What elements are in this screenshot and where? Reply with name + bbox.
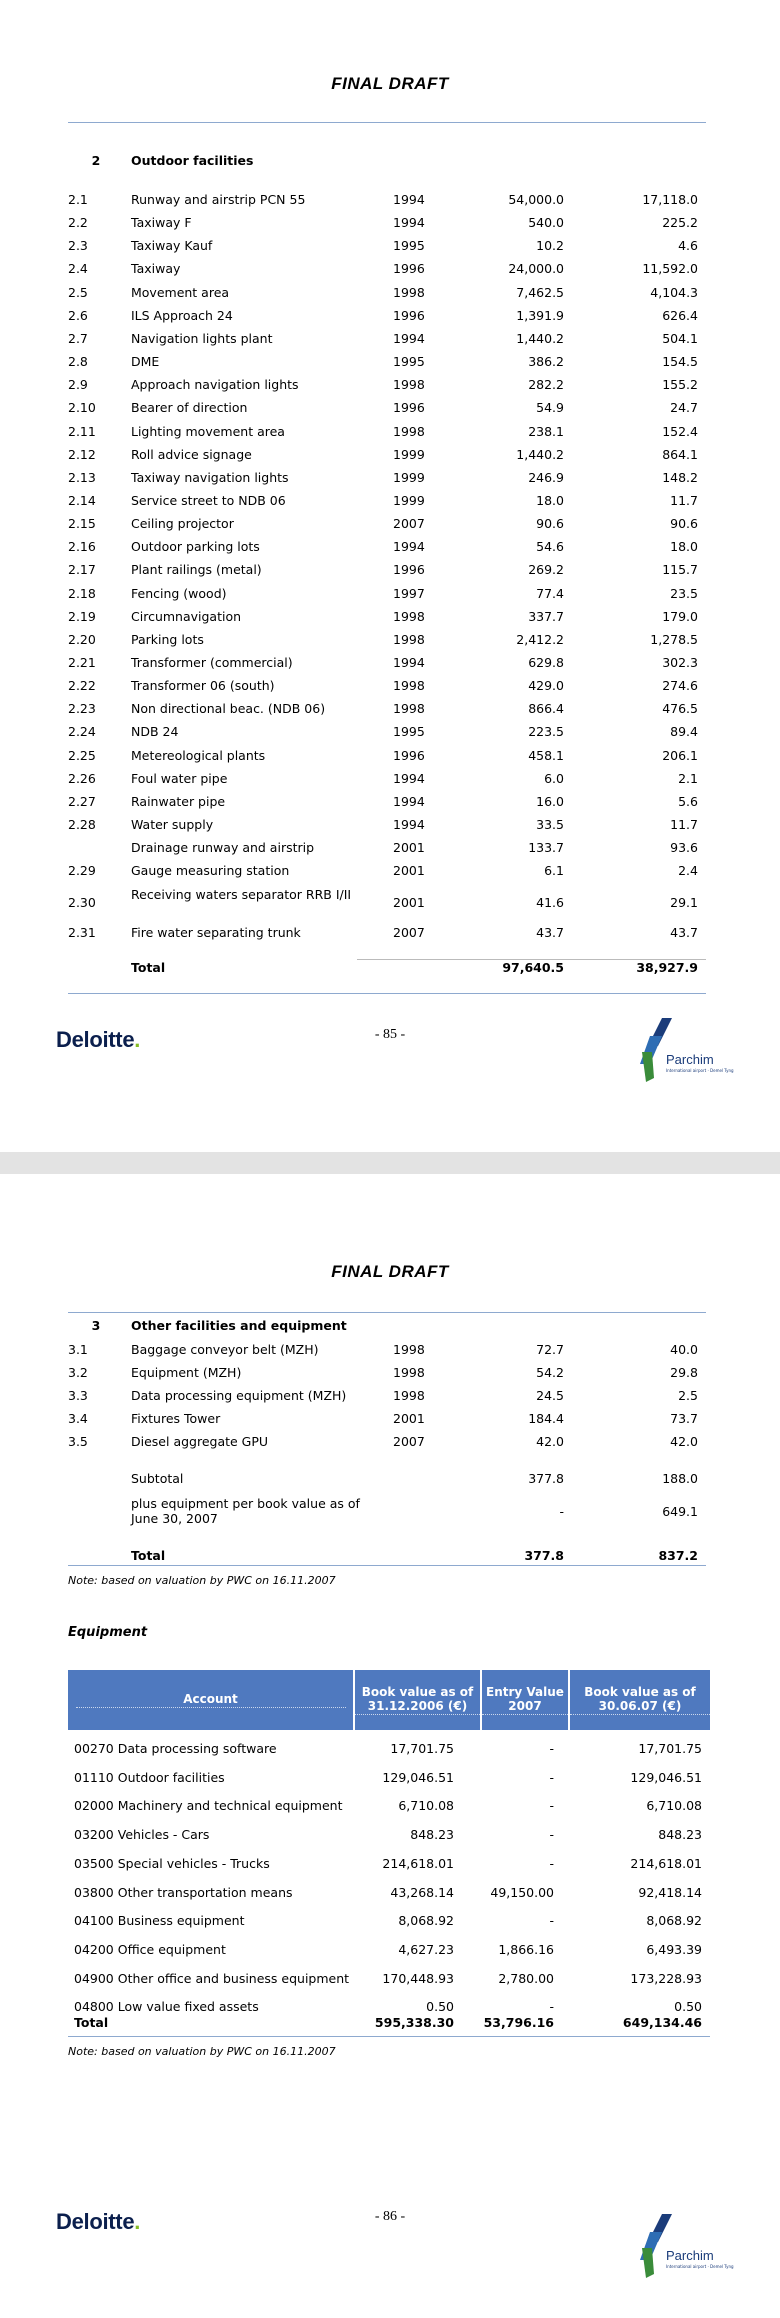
parchim-subtitle: International airport · Demel Tyng [666,1068,734,1073]
row-number: 2.25 [68,747,96,763]
total-value-1: 377.8 [524,1548,564,1563]
row-value-2: 5.6 [678,793,698,809]
equipment-entry-2007: - [549,1769,554,1785]
row-name: Roll advice signage [131,446,252,462]
row-number: 2.5 [68,284,88,300]
row-name: Parking lots [131,631,204,647]
subtotal-label: Subtotal [131,1471,184,1486]
parchim-logo [636,1016,734,1086]
row-year: 1994 [393,215,425,231]
row-value-1: 1,440.2 [516,330,564,346]
row-value-1: 24,000.0 [508,261,564,277]
row-value-1: 54.9 [536,400,564,416]
row-value-1: 337.7 [528,608,564,624]
row-value-2: 148.2 [662,469,698,485]
row-year: 1994 [393,770,425,786]
row-value-1: 386.2 [528,354,564,370]
row-name: Receiving waters separator RRB I/II [131,886,352,902]
header-entry-value-2007: Entry Value 2007 [482,1670,568,1730]
row-name: Outdoor parking lots [131,539,260,555]
row-year: 2001 [393,863,425,879]
row-year: 1998 [393,631,425,647]
section-number: 3 [91,1318,101,1333]
row-number: 2.10 [68,400,96,416]
equipment-table-header [68,1670,710,1730]
row-value-2: 40.0 [670,1342,698,1357]
equipment-book-0607: 6,710.08 [646,1798,702,1814]
row-value-1: 1,391.9 [516,307,564,323]
row-value-1: 54.2 [536,1365,564,1380]
row-year: 2007 [393,1434,425,1449]
row-value-2: 152.4 [662,423,698,439]
equipment-book-0607: 848.23 [658,1827,702,1843]
row-number: 2.26 [68,770,96,786]
equipment-book-0607: 214,618.01 [630,1855,702,1871]
row-value-1: 458.1 [528,747,564,763]
row-year: 2001 [393,1411,425,1426]
row-value-1: 6.1 [544,863,564,879]
row-year: 1998 [393,1365,425,1380]
equipment-entry-2007: - [549,1913,554,1929]
row-name: Foul water pipe [131,770,228,786]
row-number: 2.2 [68,215,88,231]
equipment-entry-2007: - [549,1827,554,1843]
row-name: Runway and airstrip PCN 55 [131,192,306,207]
plus-equipment-value-1: - [559,1504,564,1519]
row-value-2: 43.7 [670,924,698,940]
equipment-book-2006: 4,627.23 [398,1941,454,1957]
row-number: 3.3 [68,1388,88,1403]
total-label: Total [131,1548,166,1563]
row-value-1: 42.0 [536,1434,564,1449]
equipment-entry-2007: - [549,1741,554,1756]
total-label: Total [131,960,166,975]
row-number: 3.2 [68,1365,88,1380]
row-year: 1998 [393,608,425,624]
row-value-1: 41.6 [536,894,564,910]
row-number: 3.1 [68,1342,88,1357]
row-name: Service street to NDB 06 [131,492,286,508]
equipment-entry-2007: 2,780.00 [498,1970,554,1986]
equipment-account: 04100 Business equipment [74,1913,245,1929]
equipment-account: 03500 Special vehicles - Trucks [74,1855,270,1871]
row-value-2: 1,278.5 [650,631,698,647]
equipment-entry-2007: - [549,1999,554,2015]
row-name: Ceiling projector [131,516,234,532]
parchim-wordmark: Parchim [666,1052,714,1067]
header-rule [68,122,706,123]
plus-equipment-value-2: 649.1 [662,1504,698,1519]
document-page-86 [0,1174,780,2318]
row-value-2: 154.5 [662,354,698,370]
row-number: 2.27 [68,793,96,809]
page-number: - 85 - [374,1027,406,1042]
row-number: 2.22 [68,678,96,694]
row-value-1: 77.4 [536,585,564,601]
row-number: 2.8 [68,354,88,370]
row-value-1: 1,440.2 [516,446,564,462]
row-year: 1996 [393,562,425,578]
equipment-book-2006: 170,448.93 [382,1970,454,1986]
row-number: 2.24 [68,724,96,740]
row-value-2: 42.0 [670,1434,698,1449]
row-year: 1994 [393,539,425,555]
row-number: 2.30 [68,894,96,910]
row-value-1: 10.2 [536,238,564,254]
equipment-account: 01110 Outdoor facilities [74,1769,225,1785]
plus-equipment-label: plus equipment per book value as of June 30, 2007 [131,1496,360,1526]
row-number: 2.16 [68,539,96,555]
row-name: Fencing (wood) [131,585,227,601]
row-value-2: 11.7 [670,817,698,833]
header-book-value-0607: Book value as of 30.06.07 (€) [570,1670,710,1730]
equipment-book-2006: 43,268.14 [390,1884,454,1900]
equipment-total-value-1: 595,338.30 [374,2015,454,2030]
equipment-book-2006: 6,710.08 [398,1798,454,1814]
row-name: Bearer of direction [131,400,248,416]
row-year: 1996 [393,747,425,763]
row-value-1: 866.4 [528,701,564,717]
row-year: 1995 [393,354,425,370]
row-year: 2001 [393,894,425,910]
row-value-2: 155.2 [662,377,698,393]
row-year: 1996 [393,307,425,323]
row-name: Taxiway [131,261,181,277]
deloitte-logo: Deloitte. [56,1027,141,1052]
row-value-1: 629.8 [528,655,564,670]
row-value-2: 626.4 [662,307,698,323]
row-year: 1995 [393,724,425,740]
row-value-1: 54.6 [536,539,564,555]
row-name: Taxiway F [131,215,192,231]
row-year: 1998 [393,1342,425,1357]
section-title: Other facilities and equipment [131,1318,347,1333]
total-value-1: 97,640.5 [502,960,564,975]
row-name: Diesel aggregate GPU [131,1434,269,1449]
row-year: 1997 [393,585,425,601]
row-year: 1998 [393,423,425,439]
row-value-2: 11.7 [670,492,698,508]
equipment-book-0607: 17,701.75 [638,1741,702,1756]
equipment-book-0607: 92,418.14 [638,1884,702,1900]
equipment-book-0607: 129,046.51 [630,1769,702,1785]
valuation-note: Note: based on valuation by PWC on 16.11.2007 [68,1574,336,1587]
row-value-2: 4,104.3 [650,284,698,300]
row-name: Taxiway Kauf [131,238,213,254]
row-number: 2.28 [68,817,96,833]
row-value-2: 4.6 [678,238,698,254]
parchim-wing-icon [636,1016,680,1084]
row-number: 2.15 [68,516,96,532]
row-name: NDB 24 [131,724,179,740]
total-bottom-rule [68,1565,706,1566]
row-value-1: 540.0 [528,215,564,231]
row-value-2: 11,592.0 [642,261,698,277]
row-number: 2.11 [68,423,96,439]
footer-rule [68,993,706,994]
draft-title: FINAL DRAFT [331,74,449,93]
row-value-1: 429.0 [528,678,564,694]
row-year: 1998 [393,701,425,717]
row-value-2: 73.7 [670,1411,698,1426]
row-name: DME [131,354,160,370]
row-value-2: 24.7 [670,400,698,416]
row-name: Data processing equipment (MZH) [131,1388,347,1403]
row-value-1: 246.9 [528,469,564,485]
row-name: Circumnavigation [131,608,242,624]
row-value-1: 2,412.2 [516,631,564,647]
row-name: Lighting movement area [131,423,285,439]
row-value-2: 864.1 [662,446,698,462]
row-value-2: 2.5 [678,1388,698,1403]
row-year: 1995 [393,238,425,254]
row-name: Fixtures Tower [131,1411,221,1426]
draft-title: FINAL DRAFT [331,1262,449,1281]
equipment-total-value-3: 649,134.46 [622,2015,702,2030]
row-year: 2001 [393,840,425,856]
equipment-book-2006: 129,046.51 [382,1769,454,1785]
row-number: 2.13 [68,469,96,485]
row-number: 2.23 [68,701,96,717]
row-value-2: 90.6 [670,516,698,532]
row-year: 1998 [393,678,425,694]
equipment-account: 04800 Low value fixed assets [74,1999,259,2015]
equipment-account: 02000 Machinery and technical equipment [74,1798,343,1814]
row-value-2: 302.3 [662,655,698,670]
row-number: 2.21 [68,655,96,670]
equipment-note: Note: based on valuation by PWC on 16.11.2007 [68,2045,336,2058]
row-name: Transformer 06 (south) [131,678,275,694]
equipment-book-2006: 17,701.75 [390,1741,454,1756]
row-year: 1994 [393,330,425,346]
row-value-2: 23.5 [670,585,698,601]
row-value-1: 24.5 [536,1388,564,1403]
row-name: Transformer (commercial) [131,655,293,670]
row-value-1: 282.2 [528,377,564,393]
equipment-book-2006: 0.50 [426,1999,454,2015]
equipment-account: 03200 Vehicles - Cars [74,1827,210,1843]
row-year: 1994 [393,793,425,809]
row-name: Navigation lights plant [131,330,273,346]
row-value-2: 179.0 [662,608,698,624]
subtotal-value-1: 377.8 [528,1471,564,1486]
header-book-value-2006: Book value as of 31.12.2006 (€) [355,1670,480,1730]
equipment-entry-2007: 49,150.00 [490,1884,554,1900]
row-value-1: 18.0 [536,492,564,508]
row-value-1: 43.7 [536,924,564,940]
equipment-book-0607: 173,228.93 [630,1970,702,1986]
row-year: 1996 [393,261,425,277]
row-value-1: 54,000.0 [508,192,564,207]
equipment-total-value-2: 53,796.16 [483,2015,554,2030]
row-value-2: 18.0 [670,539,698,555]
row-year: 1994 [393,655,425,670]
row-number: 2.17 [68,562,96,578]
equipment-account: 04900 Other office and business equipment [74,1970,350,1986]
row-value-1: 133.7 [528,840,564,856]
row-value-2: 115.7 [662,562,698,578]
equipment-book-2006: 8,068.92 [398,1913,454,1929]
row-value-2: 504.1 [662,330,698,346]
row-year: 1999 [393,446,425,462]
row-year: 1998 [393,1388,425,1403]
row-number: 2.9 [68,377,88,393]
parchim-wing-icon [636,2212,680,2280]
row-value-1: 90.6 [536,516,564,532]
equipment-account: 04200 Office equipment [74,1941,226,1957]
row-name: Rainwater pipe [131,793,226,809]
row-value-2: 89.4 [670,724,698,740]
row-number: 3.4 [68,1411,88,1426]
row-value-2: 29.1 [670,894,698,910]
row-value-2: 2.4 [678,863,698,879]
row-number: 2.31 [68,924,96,940]
row-year: 2007 [393,516,425,532]
row-name: Movement area [131,284,230,300]
row-year: 1999 [393,469,425,485]
row-year: 1998 [393,377,425,393]
row-value-2: 206.1 [662,747,698,763]
row-number: 2.20 [68,631,96,647]
row-value-2: 2.1 [678,770,698,786]
row-name: Baggage conveyor belt (MZH) [131,1342,319,1357]
row-year: 1999 [393,492,425,508]
parchim-subtitle: International airport · Demel Tyng [666,2264,734,2269]
equipment-book-0607: 6,493.39 [646,1941,702,1957]
row-name: Fire water separating trunk [131,924,301,940]
row-value-2: 29.8 [670,1365,698,1380]
row-number: 2.3 [68,238,88,254]
row-year: 2007 [393,924,425,940]
row-number: 2.1 [68,192,88,207]
row-value-1: 269.2 [528,562,564,578]
row-number: 2.12 [68,446,96,462]
row-year: 1998 [393,284,425,300]
row-name: ILS Approach 24 [131,307,233,323]
row-year: 1996 [393,400,425,416]
row-name: Drainage runway and airstrip [131,840,315,856]
equipment-book-2006: 848.23 [410,1827,454,1843]
deloitte-logo: Deloitte. [56,2209,141,2234]
equipment-book-2006: 214,618.01 [382,1855,454,1871]
row-name: Non directional beac. (NDB 06) [131,701,326,717]
row-name: Water supply [131,817,214,833]
row-name: Approach navigation lights [131,377,299,393]
section-title: Outdoor facilities [131,153,254,168]
row-name: Metereological plants [131,747,266,763]
equipment-account: 03800 Other transportation means [74,1884,293,1900]
row-name: Gauge measuring station [131,863,290,879]
row-number: 2.6 [68,307,88,323]
header-rule [68,1312,706,1313]
equipment-title: Equipment [68,1625,148,1640]
row-value-1: 184.4 [528,1411,564,1426]
parchim-logo [636,2212,734,2282]
row-year: 1994 [393,817,425,833]
row-value-1: 238.1 [528,423,564,439]
row-number: 2.7 [68,330,88,346]
row-value-2: 476.5 [662,701,698,717]
row-name: Taxiway navigation lights [131,469,289,485]
equipment-total-label: Total [74,2015,109,2030]
row-year: 1994 [393,192,425,207]
subtotal-value-2: 188.0 [662,1471,698,1486]
row-value-1: 16.0 [536,793,564,809]
equipment-entry-2007: 1,866.16 [498,1941,554,1957]
row-value-1: 6.0 [544,770,564,786]
row-value-1: 223.5 [528,724,564,740]
total-value-2: 38,927.9 [636,960,698,975]
page-number: - 86 - [374,2209,406,2224]
row-number: 2.4 [68,261,88,277]
equipment-entry-2007: - [549,1855,554,1871]
row-value-1: 7,462.5 [516,284,564,300]
row-number: 3.5 [68,1434,88,1449]
row-value-2: 225.2 [662,215,698,231]
equipment-account: 00270 Data processing software [74,1741,277,1756]
row-number: 2.19 [68,608,96,624]
row-number: 2.29 [68,863,96,879]
total-value-2: 837.2 [658,1548,698,1563]
row-name: Equipment (MZH) [131,1365,242,1380]
equipment-book-0607: 0.50 [674,1999,702,2015]
row-name: Plant railings (metal) [131,562,262,578]
header-account: Account [68,1670,353,1730]
row-value-2: 93.6 [670,840,698,856]
row-number: 2.18 [68,585,96,601]
document-page-85 [0,0,780,1152]
section-number: 2 [91,153,101,168]
parchim-wordmark: Parchim [666,2248,714,2263]
row-number: 2.14 [68,492,96,508]
equipment-bottom-rule [68,2036,710,2037]
row-value-2: 274.6 [662,678,698,694]
equipment-entry-2007: - [549,1798,554,1814]
equipment-book-0607: 8,068.92 [646,1913,702,1929]
row-value-2: 17,118.0 [642,192,698,207]
row-value-1: 72.7 [536,1342,564,1357]
row-value-1: 33.5 [536,817,564,833]
